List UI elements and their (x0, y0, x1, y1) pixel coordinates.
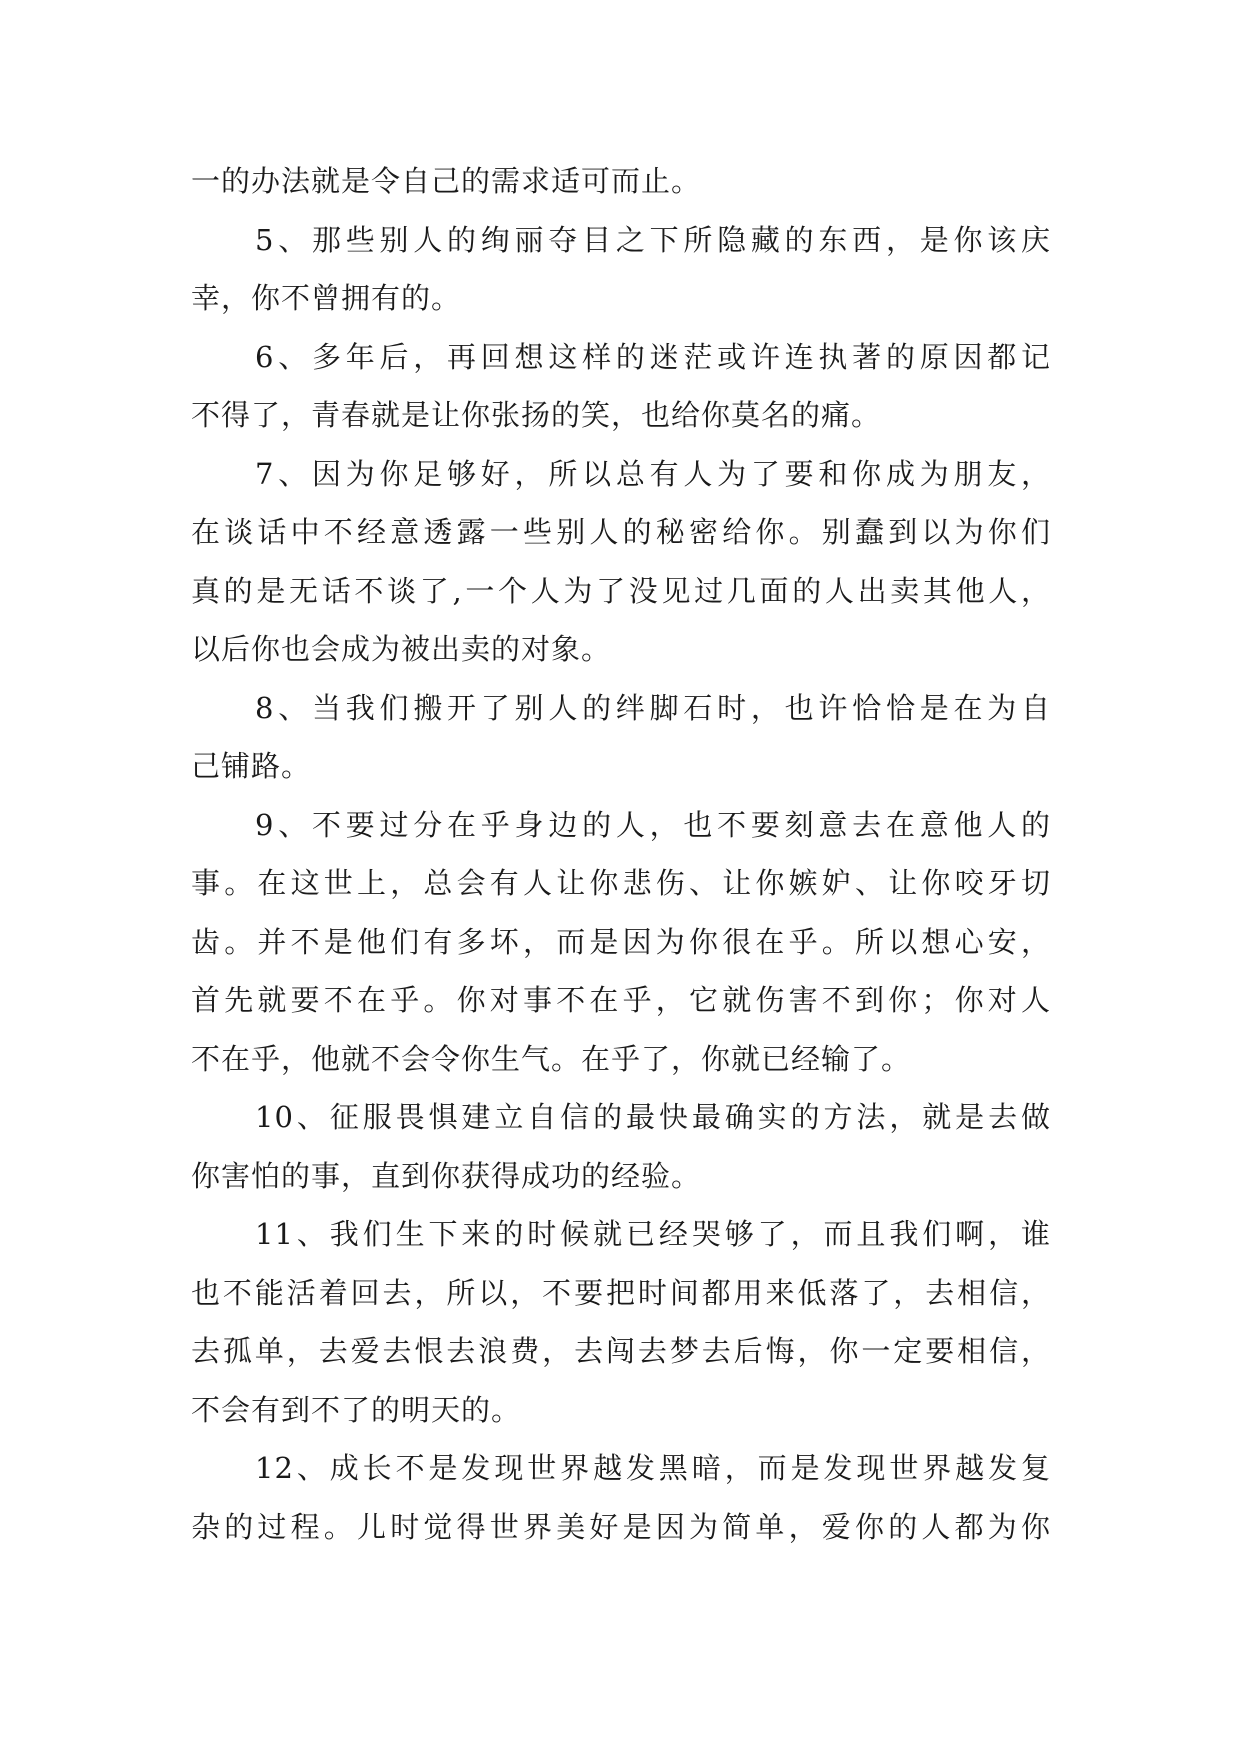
text-line: 12、成长不是发现世界越发黑暗，而是发现世界越发复 (255, 1451, 1051, 1485)
text-line: 以后你也会成为被出卖的对象。 (191, 632, 612, 666)
text-line: 7、因为你足够好，所以总有人为了要和你成为朋友， (255, 456, 1051, 491)
text-line: 6、多年后，再回想这样的迷茫或许连执著的原因都记 (255, 339, 1051, 374)
text-line: 10、征服畏惧建立自信的最快最确实的方法，就是去做 (255, 1100, 1051, 1134)
text-line: 11、我们生下来的时候就已经哭够了，而且我们啊，谁 (255, 1217, 1051, 1251)
text-line: 8、当我们搬开了别人的绊脚石时，也许恰恰是在为自 (255, 690, 1051, 725)
text-line: 首先就要不在乎。你对事不在乎，它就伤害不到你；你对人 (191, 983, 1051, 1017)
text-line: 杂的过程。儿时觉得世界美好是因为简单，爱你的人都为你 (191, 1509, 1051, 1544)
text-line: 不得了，青春就是让你张扬的笑，也给你莫名的痛。 (191, 398, 882, 432)
text-line: 一的办法就是令自己的需求适可而止。 (191, 164, 702, 198)
text-line: 不会有到不了的明天的。 (191, 1392, 522, 1427)
document-body (191, 152, 1051, 1556)
text-line: 去孤单，去爱去恨去浪费，去闯去梦去后悔，你一定要相信， (191, 1334, 1051, 1368)
text-line: 事。在这世上，总会有人让你悲伤、让你嫉妒、让你咬牙切 (191, 866, 1051, 900)
text-line: 齿。并不是他们有多坏，而是因为你很在乎。所以想心安， (191, 924, 1051, 959)
text-line: 不在乎，他就不会令你生气。在乎了，你就已经输了。 (191, 1041, 912, 1076)
text-line: 真的是无话不谈了,一个人为了没见过几面的人出卖其他人， (191, 573, 1051, 608)
text-line: 幸，你不曾拥有的。 (191, 281, 462, 315)
text-line: 9、不要过分在乎身边的人，也不要刻意去在意他人的 (255, 807, 1051, 842)
text-line: 己铺路。 (191, 749, 312, 783)
text-line: 也不能活着回去，所以，不要把时间都用来低落了，去相信， (191, 1275, 1051, 1310)
text-line: 你害怕的事，直到你获得成功的经验。 (191, 1158, 702, 1193)
text-line: 在谈话中不经意透露一些别人的秘密给你。别蠢到以为你们 (191, 515, 1051, 549)
text-line: 5、那些别人的绚丽夺目之下所隐藏的东西，是你该庆 (255, 222, 1051, 257)
